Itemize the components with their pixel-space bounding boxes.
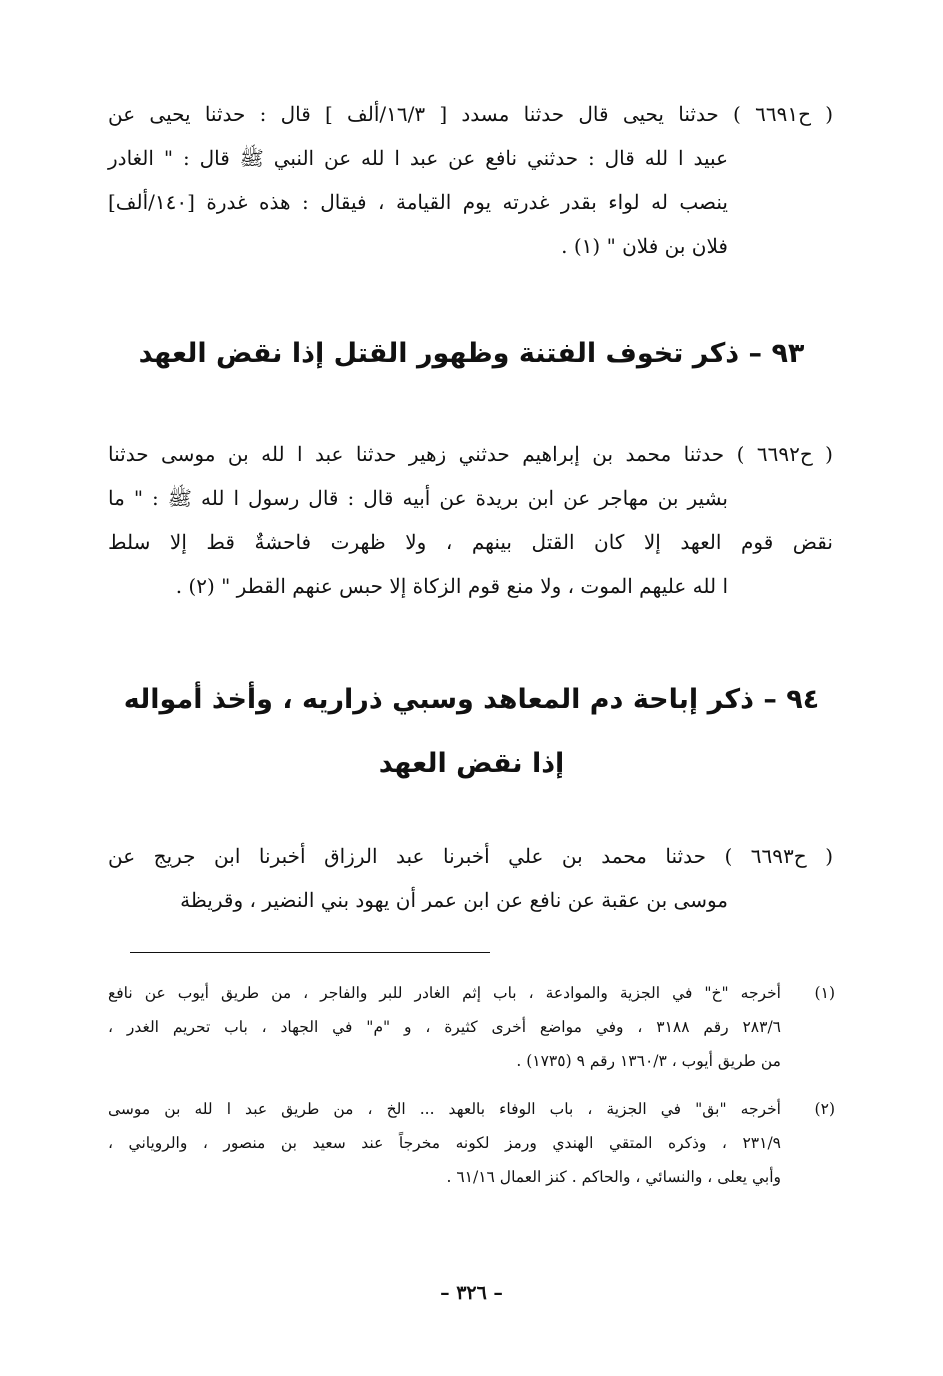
text-line: ينصب له لواء بقدر غدرته يوم القيامة ، فيقال : هذه غدرة [١٤٠/ألف] [108, 190, 728, 214]
hadith-6692 [108, 432, 833, 608]
chapter-heading-94-line2: إذا نقض العهد [378, 748, 565, 779]
footnote-mark: (١) [814, 984, 835, 1002]
footnote-line: ٢٨٣/٦ رقم ٣١٨٨ ، وفي مواضع أخرى كثيرة ، و "م" في الجهاد ، باب تحريم الغدر ، [108, 1018, 781, 1036]
footnote-line: ٢٣١/٩ ، وذكره المتقي الهندي ورمز لكونه مخرجاً عند سعيد بن منصور ، والروياني ، [108, 1134, 781, 1152]
page-number: – ٣٢٦ – [440, 1282, 503, 1304]
text-line: بشير بن مهاجر عن ابن بريدة عن أبيه قال : قال رسول ا لله ﷺ : " ما [108, 486, 728, 510]
text-line: ( ح٦٦٩١ ) حدثنا يحيى قال حدثنا مسدد [ ١٦/٣/ألف ] قال : حدثنا يحيى عن [108, 102, 834, 126]
footnote-2 [108, 1092, 833, 1194]
text-line: نقض قوم العهد إلا كان القتل بينهم ، ولا ظهرت فاحشةٌ قط إلا سلط [108, 530, 833, 554]
hadith-6691 [108, 92, 833, 268]
footnote-separator [130, 952, 490, 953]
text-line: ( ح٦٦٩٢ ) حدثنا محمد بن إبراهيم حدثني زهير حدثنا عبد ا لله بن موسى حدثنا [108, 442, 833, 466]
footnote-line: أخرجه "بق" في الجزية ، باب الوفاء بالعهد ... الخ ، من طريق عبد ا لله بن موسى [108, 1100, 781, 1118]
footnote-mark: (٢) [814, 1100, 835, 1118]
text-line: موسى بن عقبة عن نافع عن ابن عمر أن يهود بني النضير ، وقريظة [180, 888, 728, 912]
text-line: فلان بن فلان " (١) . [561, 234, 728, 258]
chapter-heading-94-line1: ٩٤ – ذكر إباحة دم المعاهد وسبي ذراريه ، وأخذ أمواله [123, 684, 820, 715]
text-line: ا لله عليهم الموت ، ولا منع قوم الزكاة إلا حبس عنهم القطر " (٢) . [175, 574, 728, 598]
text-line: عبيد ا لله قال : حدثني نافع عن عبد ا لله عن النبي ﷺ قال : " الغادر [108, 146, 728, 170]
footnote-1 [108, 976, 833, 1078]
footnote-line: من طريق أيوب ، ١٣٦٠/٣ رقم ٩ (١٧٣٥) . [516, 1052, 781, 1070]
footnote-line: وأبي يعلى ، والنسائي ، والحاكم . كنز العمال ٦١/١٦ . [446, 1168, 781, 1186]
hadith-6693 [108, 834, 833, 922]
footnote-line: أخرجه "خ" في الجزية والموادعة ، باب إثم الغادر للبر والفاجر ، من طريق أيوب عن نافع [108, 984, 781, 1002]
chapter-heading-93: ٩٣ – ذكر تخوف الفتنة وظهور القتل إذا نقض العهد [138, 338, 805, 369]
text-line: ( ح٦٦٩٣ ) حدثنا محمد بن علي أخبرنا عبد الرزاق أخبرنا ابن جريج عن [108, 844, 833, 868]
